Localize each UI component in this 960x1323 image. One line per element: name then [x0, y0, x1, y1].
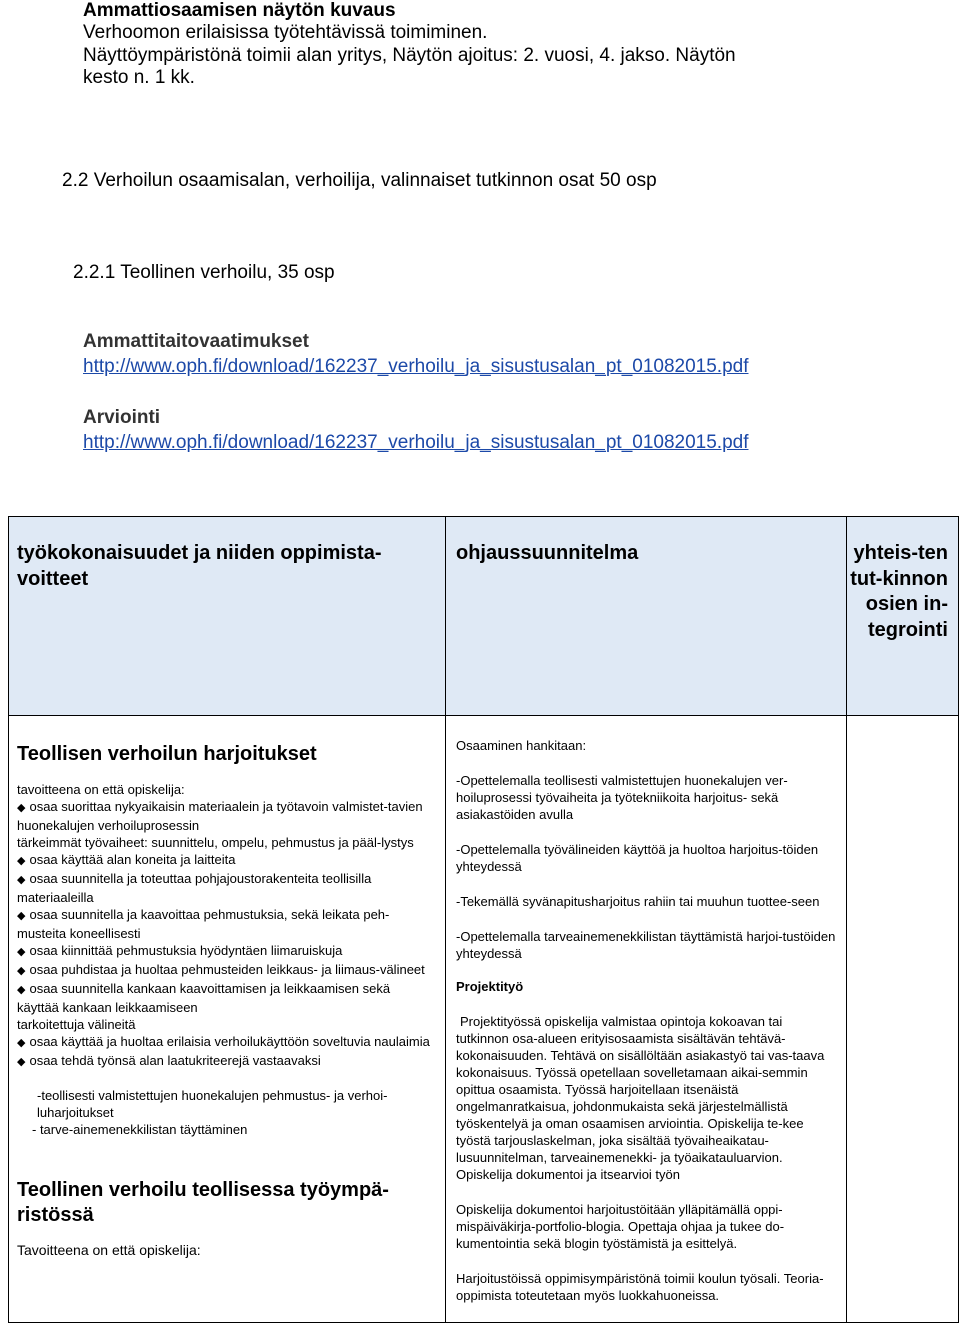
goal-list [17, 1033, 435, 1071]
exercise-note: -teollisesti valmistettujen huonekalujen pehmustus- ja verhoi-luharjoitukset [37, 1088, 388, 1120]
intro-line: Verhoomon erilaisissa työtehtävissä toimiminen. [83, 22, 488, 43]
paragraph: Projektityössä opiskelija valmistaa opintoja kokoavan tai tutkinnon osa-alueen erityisosaamista sisältävän tehtävä-kokonaisuuden. Tehtävä on sisällöltään asiakastyö tai vas-taava kokonaisuus. Työssä opetellaan sovelletamaan aikai-semmin opittua osaamista. Työssä harjoitellaan itsenäistä ongelmanratkaisua, johdonmukaista sekä järjestelmällistä työskentelyä ja oman osaamisen arviointia. Opiskelija te-kee työstä tarjouslaskelman, joka sisältää työvaiheaikatau-lusuunnitelman, tarveainemenekki- ja työaikatauluarvion. Opiskelija dokumentoi ja itsearvioi työn [456, 1014, 825, 1182]
page-title: Ammattiosaamisen näytön kuvaus [83, 0, 396, 21]
goal-continuation: tärkeimmät työvaiheet: suunnittelu, ompelu, pehmustus ja pääl-lystys [17, 835, 414, 850]
intro-text [83, 22, 943, 90]
section-heading: 2.2 Verhoilun osaamisalan, verhoilija, valinnaiset tutkinnon osat 50 osp [62, 170, 657, 191]
project-work-heading: Projektityö [456, 979, 524, 994]
header-integration: yhteis-ten tut-kinnon osien in-tegrointi [847, 517, 959, 716]
document-header [83, 0, 943, 90]
intro-line: kesto n. 1 kk. [83, 67, 195, 88]
header-guidance-plan: ohjaussuunnitelma [446, 517, 847, 716]
list-item: ◆ osaa suunnitella ja toteuttaa pohjajoustorakenteita teollisilla materiaaleilla [17, 871, 372, 905]
exercise-note: - tarve-ainemenekkilistan täyttäminen [32, 1122, 248, 1137]
section2-goal: Tavoitteena on että opiskelija: [17, 1242, 201, 1258]
assessment-link[interactable]: http://www.oph.fi/download/162237_verhoilu_ja_sisustusalan_pt_01082015.pdf [83, 432, 749, 453]
diamond-bullet-icon: ◆ [17, 1056, 26, 1068]
header-work-units: työkokonaisuudet ja niiden oppimista-voitteet [9, 517, 446, 716]
paragraph: -Opettelemalla teollisesti valmistettujen huonekalujen ver-hoiluprosessi työvaiheita ja työtekniikoita harjoitus- sekä asiakastöiden avulla [456, 773, 788, 822]
goal-intro-rest: on että opiskelija: [80, 782, 185, 797]
diamond-bullet-icon: ◆ [17, 946, 26, 958]
requirements-link[interactable]: http://www.oph.fi/download/162237_verhoilu_ja_sisustusalan_pt_01082015.pdf [83, 356, 749, 377]
integration-cell [847, 716, 959, 1323]
list-item: ◆ osaa suunnitella kankaan kaavoittamisen ja leikkaamisen sekä käyttää kankaan leikkaamiseen [17, 981, 391, 1015]
diamond-bullet-icon: ◆ [17, 874, 26, 886]
diamond-bullet-icon: ◆ [17, 984, 26, 996]
list-item: ◆ osaa tehdä työnsä alan laatukriteerejä vastaavaksi [17, 1053, 321, 1068]
section2-title: Teollinen verhoilu teollisessa työympä-ristössä [17, 1179, 389, 1226]
paragraph: -Tekemällä syvänapitusharjoitus rahiin tai muuhun tuottee-seen [456, 894, 820, 909]
requirements-block [83, 329, 749, 379]
table-row [9, 716, 959, 1323]
paragraph: Harjoitustöissä oppimisympäristönä toimii koulun työsali. Teoria-oppimista toteutetaan myös luokkahuoneissa. [456, 1271, 824, 1303]
assessment-block [83, 405, 749, 455]
diamond-bullet-icon: ◆ [17, 802, 26, 814]
goal-continuation: tarkoitettuja välineitä [17, 1017, 136, 1032]
guidance-plan-cell [446, 716, 847, 1323]
paragraph: -Opettelemalla työvälineiden käyttöä ja huoltoa harjoitus-töiden yhteydessä [456, 842, 819, 874]
table-header-row [9, 517, 959, 716]
diamond-bullet-icon: ◆ [17, 1037, 26, 1049]
paragraph: -Opettelemalla tarveainemenekkilistan täyttämistä harjoi-tustöiden yhteydessä [456, 929, 836, 961]
diamond-bullet-icon: ◆ [17, 855, 26, 867]
goal-intro [17, 781, 435, 798]
section1-title: Teollisen verhoilun harjoitukset [17, 743, 317, 765]
list-item: ◆ osaa suunnitella ja kaavoittaa pehmustuksia, sekä leikata peh-musteita koneellisesti [17, 907, 390, 941]
work-units-cell [9, 716, 446, 1323]
goal-intro-bold: tavoitteena [17, 782, 81, 797]
diamond-bullet-icon: ◆ [17, 965, 26, 977]
diamond-bullet-icon: ◆ [17, 910, 26, 922]
assessment-label: Arviointi [83, 407, 161, 428]
list-item: ◆ osaa käyttää ja huoltaa erilaisia verhoilukäyttöön soveltuvia naulaimia [17, 1034, 430, 1049]
paragraph: Osaaminen hankitaan: [456, 738, 587, 753]
list-item: ◆ osaa käyttää alan koneita ja laitteita [17, 852, 236, 867]
plan-table [8, 516, 959, 1323]
goal-list [17, 851, 435, 1016]
list-item: ◆ osaa puhdistaa ja huoltaa pehmusteiden leikkaus- ja liimaus-välineet [17, 962, 425, 977]
intro-line: Näyttöympäristönä toimii alan yritys, Näytön ajoitus: 2. vuosi, 4. jakso. Näytön [83, 44, 736, 66]
paragraph: Opiskelija dokumentoi harjoitustöitään ylläpitämällä oppi-mispäiväkirja-portfolio-blogia. Opettaja ohjaa ja tukee do-kumentointia sekä blogin työstämistä ja esittelyä. [456, 1202, 785, 1251]
list-item: ◆ osaa kiinnittää pehmustuksia hyödyntäen liimaruiskuja [17, 943, 343, 958]
subsection-heading: 2.2.1 Teollinen verhoilu, 35 osp [73, 262, 335, 283]
goal-list [17, 798, 435, 834]
list-item: ◆ osaa suorittaa nykyaikaisin materiaalein ja työtavoin valmistet-tavien huonekalujen verhoiluprosessin [17, 799, 423, 833]
requirements-label: Ammattitaitovaatimukset [83, 331, 309, 352]
